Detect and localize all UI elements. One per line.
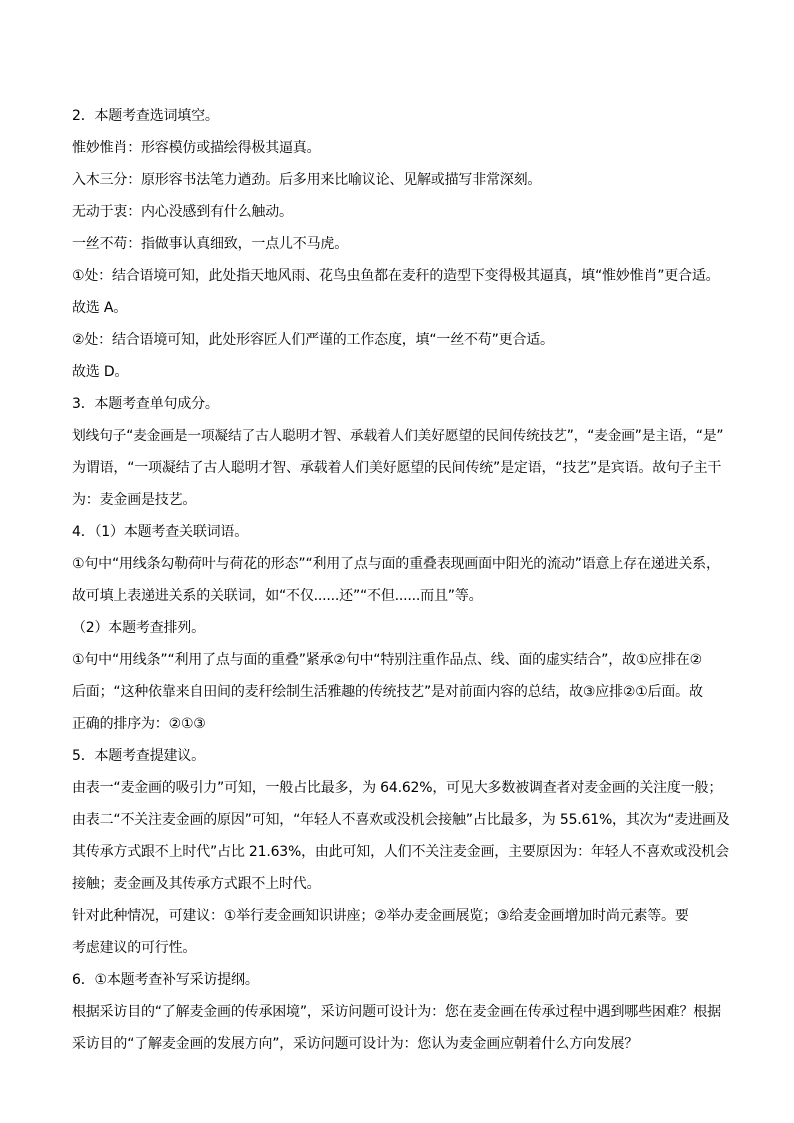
text-line: 正确的排序为：②①③ bbox=[72, 716, 206, 732]
text-line: 故选 D。 bbox=[72, 364, 129, 380]
section-heading-6: 6．①本题考查补写采访提纲。 bbox=[72, 972, 259, 988]
text-line: 划线句子“麦金画是一项凝结了古人聪明才智、承载着人们美好愿望的民间传统技艺”，“麦金画”是主语，“是” bbox=[72, 428, 724, 444]
text-line: 采访目的“了解麦金画的发展方向”，采访问题可设计为：您认为麦金画应朝着什么方向发展？ bbox=[72, 1036, 639, 1052]
text-line: 考虑建议的可行性。 bbox=[72, 940, 197, 956]
text-line: ①句中“用线条勾勒荷叶与荷花的形态”“利用了点与面的重叠表现画面中阳光的流动”语意上存在递进关系， bbox=[72, 556, 720, 572]
text-line: 由表一“麦金画的吸引力”可知，一般占比最多，为 64.62%，可见大多数被调查者对麦金画的关注度一般； bbox=[72, 780, 723, 796]
text-line: 惟妙惟肖：形容模仿或描绘得极其逼真。 bbox=[72, 140, 321, 156]
text-line: 无动于衷：内心没感到有什么触动。 bbox=[72, 204, 293, 220]
subsection-heading: （2）本题考查排列。 bbox=[72, 620, 205, 636]
text-line: 针对此种情况，可建议：①举行麦金画知识讲座；②举办麦金画展览；③给麦金画增加时尚元素等。要 bbox=[72, 908, 689, 924]
text-line: 后面；“这种依靠来自田间的麦秆绘制生活雅趣的传统技艺”是对前面内容的总结，故③应排②①后面。故 bbox=[72, 684, 703, 700]
text-line: 故选 A。 bbox=[72, 300, 128, 316]
text-line: 根据采访目的“了解麦金画的传承困境”，采访问题可设计为：您在麦金画在传承过程中遇到哪些困难？根据 bbox=[72, 1004, 721, 1020]
section-heading-3: 3．本题考查单句成分。 bbox=[72, 396, 219, 412]
text-line: 为谓语，“一项凝结了古人聪明才智、承载着人们美好愿望的民间传统”是定语，“技艺”是宾语。故句子主干 bbox=[72, 460, 722, 476]
section-heading-5: 5．本题考查提建议。 bbox=[72, 748, 205, 764]
text-line: ②处：结合语境可知，此处形容匠人们严谨的工作态度，填“一丝不苟”更合适。 bbox=[72, 332, 554, 348]
text-line: 入木三分：原形容书法笔力遒劲。后多用来比喻议论、见解或描写非常深刻。 bbox=[72, 172, 542, 188]
text-line: ①处：结合语境可知，此处指天地风雨、花鸟虫鱼都在麦秆的造型下变得极其逼真，填“惟妙惟肖”更合适。 bbox=[72, 268, 720, 284]
text-line: ①句中“用线条”“利用了点与面的重叠”紧承②句中“特别注重作品点、线、面的虚实结合”，故①应排在② bbox=[72, 652, 702, 668]
text-line: 其传承方式跟不上时代”占比 21.63%，由此可知，人们不关注麦金画，主要原因为：年轻人不喜欢或没机会 bbox=[72, 844, 729, 860]
text-line: 接触；麦金画及其传承方式跟不上时代。 bbox=[72, 876, 321, 892]
section-heading-2: 2．本题考查选词填空。 bbox=[72, 108, 219, 124]
text-line: 为：麦金画是技艺。 bbox=[72, 492, 197, 508]
text-line: 由表二“不关注麦金画的原因”可知，“年轻人不喜欢或没机会接触”占比最多，为 55.61%，其次为“麦进画及 bbox=[72, 812, 730, 828]
text-line: 故可填上表递进关系的关联词，如“不仅......还”“不但......而且”等。 bbox=[72, 588, 483, 604]
text-line: 一丝不苟：指做事认真细致，一点儿不马虎。 bbox=[72, 236, 348, 252]
answer-content bbox=[72, 100, 732, 1060]
section-heading-4: 4．（1）本题考查关联词语。 bbox=[72, 524, 249, 540]
